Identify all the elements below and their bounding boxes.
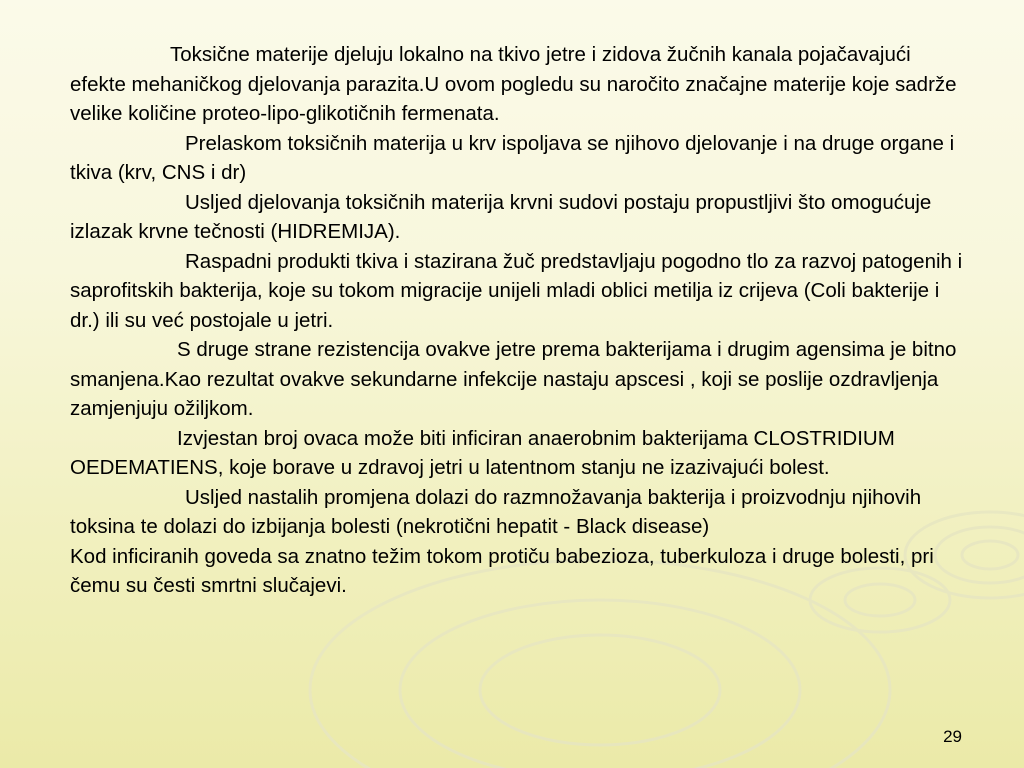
paragraph-bacteria-growth: Raspadni produkti tkiva i stazirana žuč predstavljaju pogodno tlo za razvoj patogenih i saprofitskih bakterija, koje su tokom migracije unijeli mladi oblici metilja iz crijeva (Coli bakterije i dr.) ili su već postojale u jetri. — [70, 249, 963, 332]
paragraph-hidremija: Usljed djelovanja toksičnih materija krvni sudovi postaju propustljivi što omogućuje izlazak krvne tečnosti (HIDREMIJA). — [70, 190, 932, 243]
paragraph-toxic-effects: Toksične materije djeluju lokalno na tkivo jetre i zidova žučnih kanala pojačavajući efekte mehaničkog djelovanja parazita.U ovom pogledu su naročito značajne materije koje sadrže velike količine proteo-lipo-glikotičnih fermenata. — [70, 43, 957, 125]
paragraph-resistance: S druge strane rezistencija ovakve jetre prema bakterijama i drugim agensima je bitno smanjena.Kao rezultat ovakve sekundarne infekcije nastaju apscesi , koji se poslije ozdravljenja zamjenjuju ožiljkom. — [70, 338, 957, 420]
paragraph-black-disease: Usljed nastalih promjena dolazi do razmnožavanja bakterija i proizvodnju njihovih toksina te dolazi do izbijanja bolesti (nekrotični hepatit - Black disease) — [70, 485, 922, 538]
paragraph-blood-spread: Prelaskom toksičnih materija u krv ispoljava se njihovo djelovanje i na druge organe i tkiva (krv, CNS i dr) — [70, 131, 955, 184]
slide-body — [70, 40, 970, 601]
paragraph-clostridium: Izvjestan broj ovaca može biti inficiran anaerobnim bakterijama CLOSTRIDIUM OEDEMATIENS, koje borave u zdravoj jetri u latentnom stanju ne izazivajući bolest. — [70, 426, 895, 479]
page-number: 29 — [943, 727, 962, 746]
paragraph-cattle: Kod inficiranih goveda sa znatno težim tokom protiču babezioza, tuberkuloza i druge bolesti, pri čemu su česti smrtni slučajevi. — [70, 544, 934, 597]
